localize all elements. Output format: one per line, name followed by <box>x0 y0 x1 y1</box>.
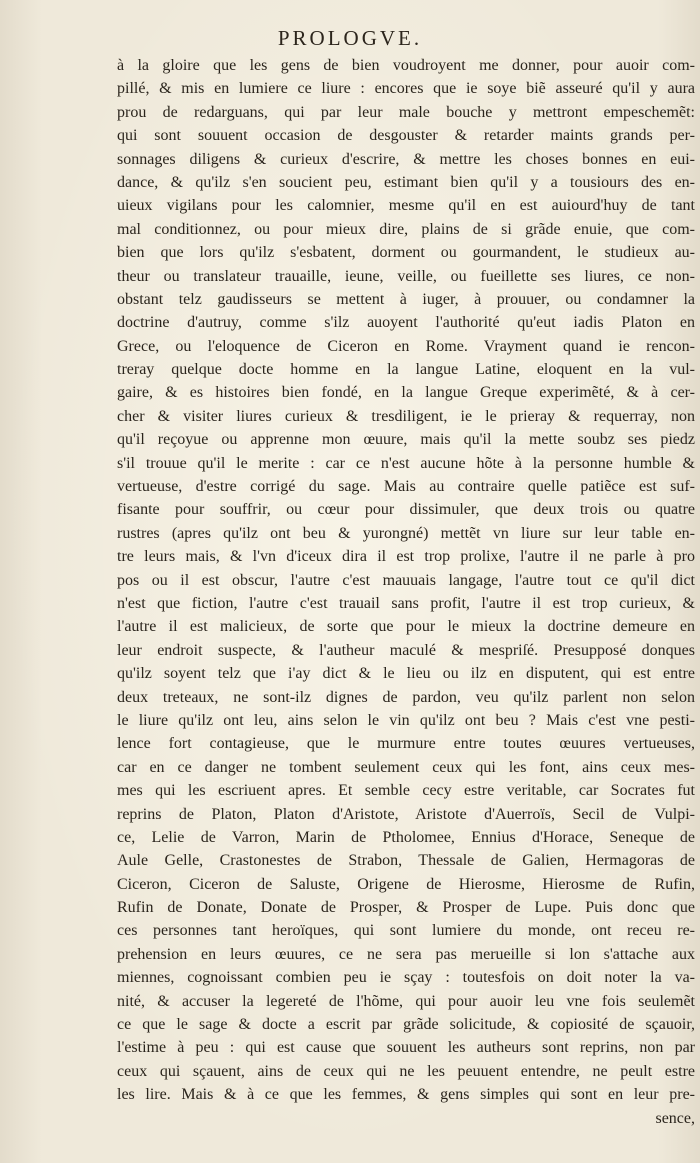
text-line: dance, & qu'ilz s'en soucient peu, estimant bien qu'il y a tousiours des en- <box>117 173 695 191</box>
text-line: qui sont souuent occasion de desgouster & retarder maints grands per- <box>117 127 695 145</box>
text-line: tre leurs mais, & l'vn d'iceux dira il est trop prolixe, l'autre il ne parle à pro <box>117 548 695 566</box>
text-line: sence, <box>655 1109 695 1127</box>
text-line: mes qui les escriuent apres. Et semble cecy estre veritable, car Socrates fut <box>117 782 695 800</box>
body-text <box>117 54 695 1130</box>
text-line: le liure qu'ilz ont leu, ains selon le vin qu'ilz ont beu ? Mais c'est vne pesti- <box>117 711 695 729</box>
text-line: l'estime à peu : qui est cause que souuent les autheurs sont reprins, non par <box>117 1039 695 1057</box>
text-line: leur endroit suspecte, & l'autheur maculé & mespriſé. Presupposé donques <box>117 641 695 659</box>
running-head: PROLOGVE. <box>277 26 423 50</box>
text-line: ce, Lelie de Varron, Marin de Ptholomee, Ennius d'Horace, Seneque de <box>117 828 695 846</box>
text-line: deux treteaux, ne sont-ilz dignes de pardon, veu qu'ilz parlent non selon <box>117 688 695 706</box>
text-line: ces personnes tant heroïques, qui sont lumiere du monde, ont receu re- <box>117 922 695 940</box>
text-line: rustres (apres qu'ilz ont beu & yurongné) mettẽt vn liure sur leur table en- <box>117 524 695 542</box>
text-line: à la gloire que les gens de bien voudroyent me donner, pour auoir com- <box>117 57 695 74</box>
text-line: vertueuse, d'estre corrigé du sage. Mais au contraire quelle patiẽce est suf- <box>117 478 695 496</box>
text-line: mal conditionnez, ou pour mieux dire, plains de si grãde enuie, que com- <box>117 220 695 238</box>
text-line: reprins de Platon, Platon d'Aristote, Aristote d'Auerroïs, Secil de Vulpi- <box>117 805 695 823</box>
text-line: theur ou translateur trauaille, ieune, veille, ou fueillette ses liures, ce non- <box>117 267 695 285</box>
text-line: prehension en leurs œuures, ce ne sera pas merueille si lon s'attache aux <box>117 945 695 963</box>
text-line: doctrine d'autruy, comme s'ilz auoyent l'authorité qu'eut iadis Platon en <box>117 314 695 332</box>
text-line: l'autre il est malicieux, de sorte que pour le mieux la doctrine demeure en <box>117 618 695 636</box>
text-line: obstant telz gaudisseurs se mettent à iuger, à prouuer, ou condamner la <box>117 290 695 308</box>
text-line: pillé, & mis en lumiere ce liure : encores que ie soye biẽ asseuré qu'il y aura <box>117 80 695 98</box>
text-line: Aule Gelle, Crastonestes de Strabon, Thessale de Galien, Hermagoras de <box>117 852 695 870</box>
text-line: qu'il reçoyue ou apprenne mon œuure, mais qu'il la mette soubz ses piedz <box>117 431 695 449</box>
text-line: ceux qui sçauent, ains de ceux qui ne les peuuent entendre, ne peult estre <box>117 1062 695 1080</box>
text-line: car en ce danger ne tombent seulement ceux qui les font, ains ceux mes- <box>117 758 695 776</box>
text-line: treray quelque docte homme en la langue Latine, eloquent en la vul- <box>117 361 695 379</box>
text-line: prou de redarguans, qui par leur male bouche y mettront empeschemẽt: <box>117 103 695 121</box>
text-line: cher & visiter liures curieux & tresdiligent, ie le prieray & requerray, non <box>117 407 695 425</box>
text-line: gaire, & es histoires bien fondé, en la langue Greque experimẽté, & à cer- <box>117 384 695 402</box>
text-line: Rufin de Donate, Donate de Prosper, & Prosper de Lupe. Puis donc que <box>117 899 695 917</box>
text-line: Grece, ou l'eloquence de Ciceron en Rome. Vrayment quand ie rencon- <box>117 337 695 355</box>
text-line: uieux vigilans pour les calomnier, mesme qu'il en est auiourd'huy de tant <box>117 197 695 215</box>
text-line: s'il trouue qu'il le merite : car ce n'est aucune hõte à la personne humble & <box>117 454 695 472</box>
text-line: lence fort contagieuse, que le murmure entre toutes œuures vertueuses, <box>117 735 695 753</box>
text-line: sonnages diligens & curieux d'escrire, & mettre les choses bonnes en eui- <box>117 150 695 168</box>
text-line: miennes, cognoissant combien peu ie sçay : toutesfois on doit noter la va- <box>117 969 695 987</box>
text-line: fisante pour souffrir, ou cœur pour dissimuler, que deux trois ou quatre <box>117 501 695 519</box>
text-line: pos ou il est obscur, l'autre c'est mauuais langage, l'autre tout ce qu'il dict <box>117 571 695 589</box>
text-line: ce que le sage & docte a escrit par grãde solicitude, & copiosité de sçauoir, <box>117 1016 695 1034</box>
text-line: qu'ilz soyent telz que i'ay dict & le lieu ou ilz en disputent, qui est entre <box>117 665 695 683</box>
text-line: n'est que fiction, l'autre c'est trauail sans profit, l'autre il est trop curieux, & <box>117 594 695 612</box>
text-line: nité, & accuser la legereté de l'hõme, qui pour auoir leu vne fois seulemẽt <box>117 992 695 1010</box>
text-line: bien que lors qu'ilz s'esbatent, dorment ou gourmandent, le studieux au- <box>117 244 695 262</box>
text-line: Ciceron, Ciceron de Saluste, Origene de Hierosme, Hierosme de Rufin, <box>117 875 695 893</box>
text-line: les lire. Mais & à ce que les femmes, & gens simples qui sont en leur pre- <box>117 1086 695 1104</box>
